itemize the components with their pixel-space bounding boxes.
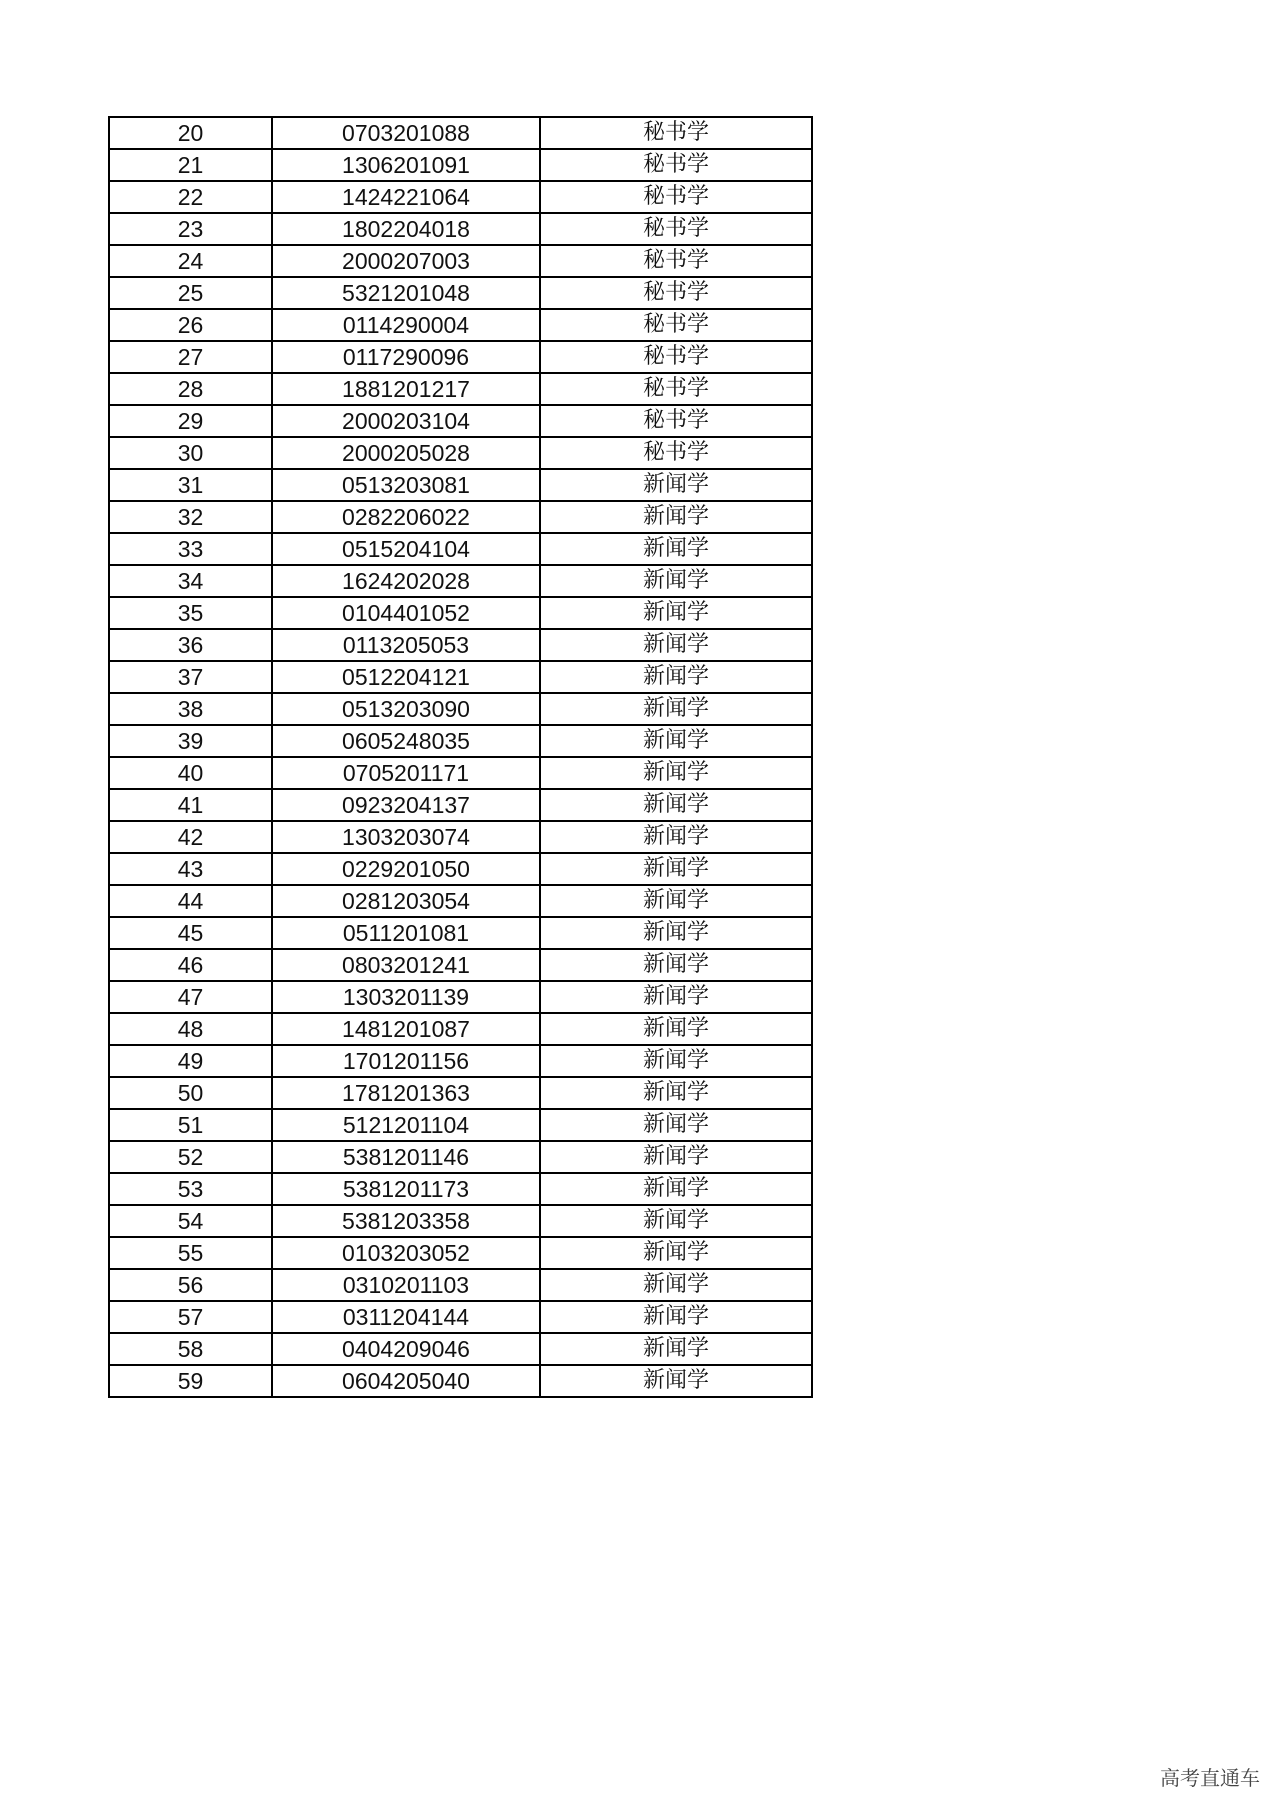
exam-code-cell: 2000203104 [272,405,540,437]
row-number-cell: 52 [109,1141,272,1173]
table-row [109,1365,812,1397]
row-number-cell: 54 [109,1205,272,1237]
major-cell: 新闻学 [540,1045,812,1077]
row-number-cell: 38 [109,693,272,725]
table-row [109,117,812,149]
major-cell: 新闻学 [540,1205,812,1237]
exam-code-cell: 0103203052 [272,1237,540,1269]
table-row [109,661,812,693]
major-cell: 新闻学 [540,597,812,629]
major-cell: 新闻学 [540,501,812,533]
row-number-cell: 21 [109,149,272,181]
exam-code-cell: 1701201156 [272,1045,540,1077]
row-number-cell: 37 [109,661,272,693]
exam-code-cell: 0705201171 [272,757,540,789]
exam-code-cell: 0282206022 [272,501,540,533]
major-cell: 秘书学 [540,181,812,213]
table-row [109,885,812,917]
row-number-cell: 36 [109,629,272,661]
row-number-cell: 26 [109,309,272,341]
row-number-cell: 56 [109,1269,272,1301]
admission-list-table [108,116,813,1398]
major-cell: 新闻学 [540,1109,812,1141]
table-row [109,821,812,853]
exam-code-cell: 5321201048 [272,277,540,309]
major-cell: 新闻学 [540,757,812,789]
table-row [109,949,812,981]
table-row [109,597,812,629]
major-cell: 秘书学 [540,309,812,341]
table-row [109,533,812,565]
major-cell: 秘书学 [540,149,812,181]
table-row [109,213,812,245]
row-number-cell: 55 [109,1237,272,1269]
row-number-cell: 50 [109,1077,272,1109]
table-row [109,1077,812,1109]
row-number-cell: 42 [109,821,272,853]
exam-code-cell: 0404209046 [272,1333,540,1365]
row-number-cell: 30 [109,437,272,469]
table-row [109,341,812,373]
row-number-cell: 22 [109,181,272,213]
exam-code-cell: 0229201050 [272,853,540,885]
major-cell: 秘书学 [540,405,812,437]
row-number-cell: 46 [109,949,272,981]
table-row [109,757,812,789]
major-cell: 秘书学 [540,117,812,149]
major-cell: 秘书学 [540,213,812,245]
exam-code-cell: 0113205053 [272,629,540,661]
exam-code-cell: 1306201091 [272,149,540,181]
table-row [109,149,812,181]
table-row [109,693,812,725]
exam-code-cell: 0515204104 [272,533,540,565]
watermark: 高考直通车 [1160,1766,1260,1790]
row-number-cell: 40 [109,757,272,789]
exam-code-cell: 1624202028 [272,565,540,597]
major-cell: 新闻学 [540,1333,812,1365]
major-cell: 秘书学 [540,245,812,277]
row-number-cell: 49 [109,1045,272,1077]
row-number-cell: 24 [109,245,272,277]
major-cell: 新闻学 [540,1269,812,1301]
table-row [109,1269,812,1301]
row-number-cell: 48 [109,1013,272,1045]
row-number-cell: 25 [109,277,272,309]
table-row [109,373,812,405]
row-number-cell: 29 [109,405,272,437]
exam-code-cell: 1881201217 [272,373,540,405]
table-row [109,789,812,821]
exam-code-cell: 2000205028 [272,437,540,469]
major-cell: 秘书学 [540,277,812,309]
table-row [109,405,812,437]
table-row [109,1173,812,1205]
row-number-cell: 31 [109,469,272,501]
table-body [109,117,812,1397]
row-number-cell: 34 [109,565,272,597]
row-number-cell: 47 [109,981,272,1013]
major-cell: 新闻学 [540,1141,812,1173]
major-cell: 新闻学 [540,629,812,661]
major-cell: 新闻学 [540,1301,812,1333]
exam-code-cell: 1303201139 [272,981,540,1013]
exam-code-cell: 5381201173 [272,1173,540,1205]
row-number-cell: 58 [109,1333,272,1365]
row-number-cell: 43 [109,853,272,885]
major-cell: 新闻学 [540,853,812,885]
row-number-cell: 35 [109,597,272,629]
exam-code-cell: 0117290096 [272,341,540,373]
table-row [109,1141,812,1173]
major-cell: 新闻学 [540,1013,812,1045]
row-number-cell: 28 [109,373,272,405]
major-cell: 新闻学 [540,917,812,949]
table-row [109,469,812,501]
major-cell: 新闻学 [540,885,812,917]
row-number-cell: 51 [109,1109,272,1141]
major-cell: 新闻学 [540,565,812,597]
table-row [109,917,812,949]
row-number-cell: 41 [109,789,272,821]
major-cell: 新闻学 [540,1077,812,1109]
row-number-cell: 32 [109,501,272,533]
row-number-cell: 23 [109,213,272,245]
exam-code-cell: 0511201081 [272,917,540,949]
table-row [109,181,812,213]
major-cell: 新闻学 [540,949,812,981]
major-cell: 新闻学 [540,469,812,501]
exam-code-cell: 0513203081 [272,469,540,501]
table-row [109,1237,812,1269]
table-row [109,853,812,885]
exam-code-cell: 0605248035 [272,725,540,757]
major-cell: 秘书学 [540,341,812,373]
table-row [109,629,812,661]
major-cell: 新闻学 [540,789,812,821]
exam-code-cell: 0513203090 [272,693,540,725]
major-cell: 新闻学 [540,1237,812,1269]
exam-code-cell: 0512204121 [272,661,540,693]
table-row [109,1301,812,1333]
row-number-cell: 59 [109,1365,272,1397]
table-row [109,309,812,341]
exam-code-cell: 0703201088 [272,117,540,149]
exam-code-cell: 0311204144 [272,1301,540,1333]
row-number-cell: 57 [109,1301,272,1333]
exam-code-cell: 1781201363 [272,1077,540,1109]
major-cell: 秘书学 [540,437,812,469]
exam-code-cell: 1802204018 [272,213,540,245]
exam-code-cell: 5121201104 [272,1109,540,1141]
table-row [109,981,812,1013]
major-cell: 新闻学 [540,661,812,693]
exam-code-cell: 1481201087 [272,1013,540,1045]
table-row [109,277,812,309]
table-row [109,565,812,597]
row-number-cell: 20 [109,117,272,149]
major-cell: 新闻学 [540,725,812,757]
row-number-cell: 44 [109,885,272,917]
exam-code-cell: 5381201146 [272,1141,540,1173]
exam-code-cell: 0104401052 [272,597,540,629]
exam-code-cell: 5381203358 [272,1205,540,1237]
row-number-cell: 53 [109,1173,272,1205]
major-cell: 新闻学 [540,981,812,1013]
exam-code-cell: 0310201103 [272,1269,540,1301]
exam-code-cell: 0923204137 [272,789,540,821]
exam-code-cell: 0114290004 [272,309,540,341]
exam-code-cell: 2000207003 [272,245,540,277]
major-cell: 新闻学 [540,821,812,853]
table-row [109,437,812,469]
row-number-cell: 27 [109,341,272,373]
major-cell: 秘书学 [540,373,812,405]
table-row [109,1045,812,1077]
row-number-cell: 33 [109,533,272,565]
major-cell: 新闻学 [540,533,812,565]
exam-code-cell: 0281203054 [272,885,540,917]
table-row [109,1109,812,1141]
table-row [109,501,812,533]
exam-code-cell: 1303203074 [272,821,540,853]
table-row [109,1205,812,1237]
exam-code-cell: 1424221064 [272,181,540,213]
major-cell: 新闻学 [540,693,812,725]
table-row [109,725,812,757]
exam-code-cell: 0604205040 [272,1365,540,1397]
major-cell: 新闻学 [540,1173,812,1205]
row-number-cell: 45 [109,917,272,949]
major-cell: 新闻学 [540,1365,812,1397]
table-row [109,1333,812,1365]
table-row [109,1013,812,1045]
table-row [109,245,812,277]
exam-code-cell: 0803201241 [272,949,540,981]
row-number-cell: 39 [109,725,272,757]
